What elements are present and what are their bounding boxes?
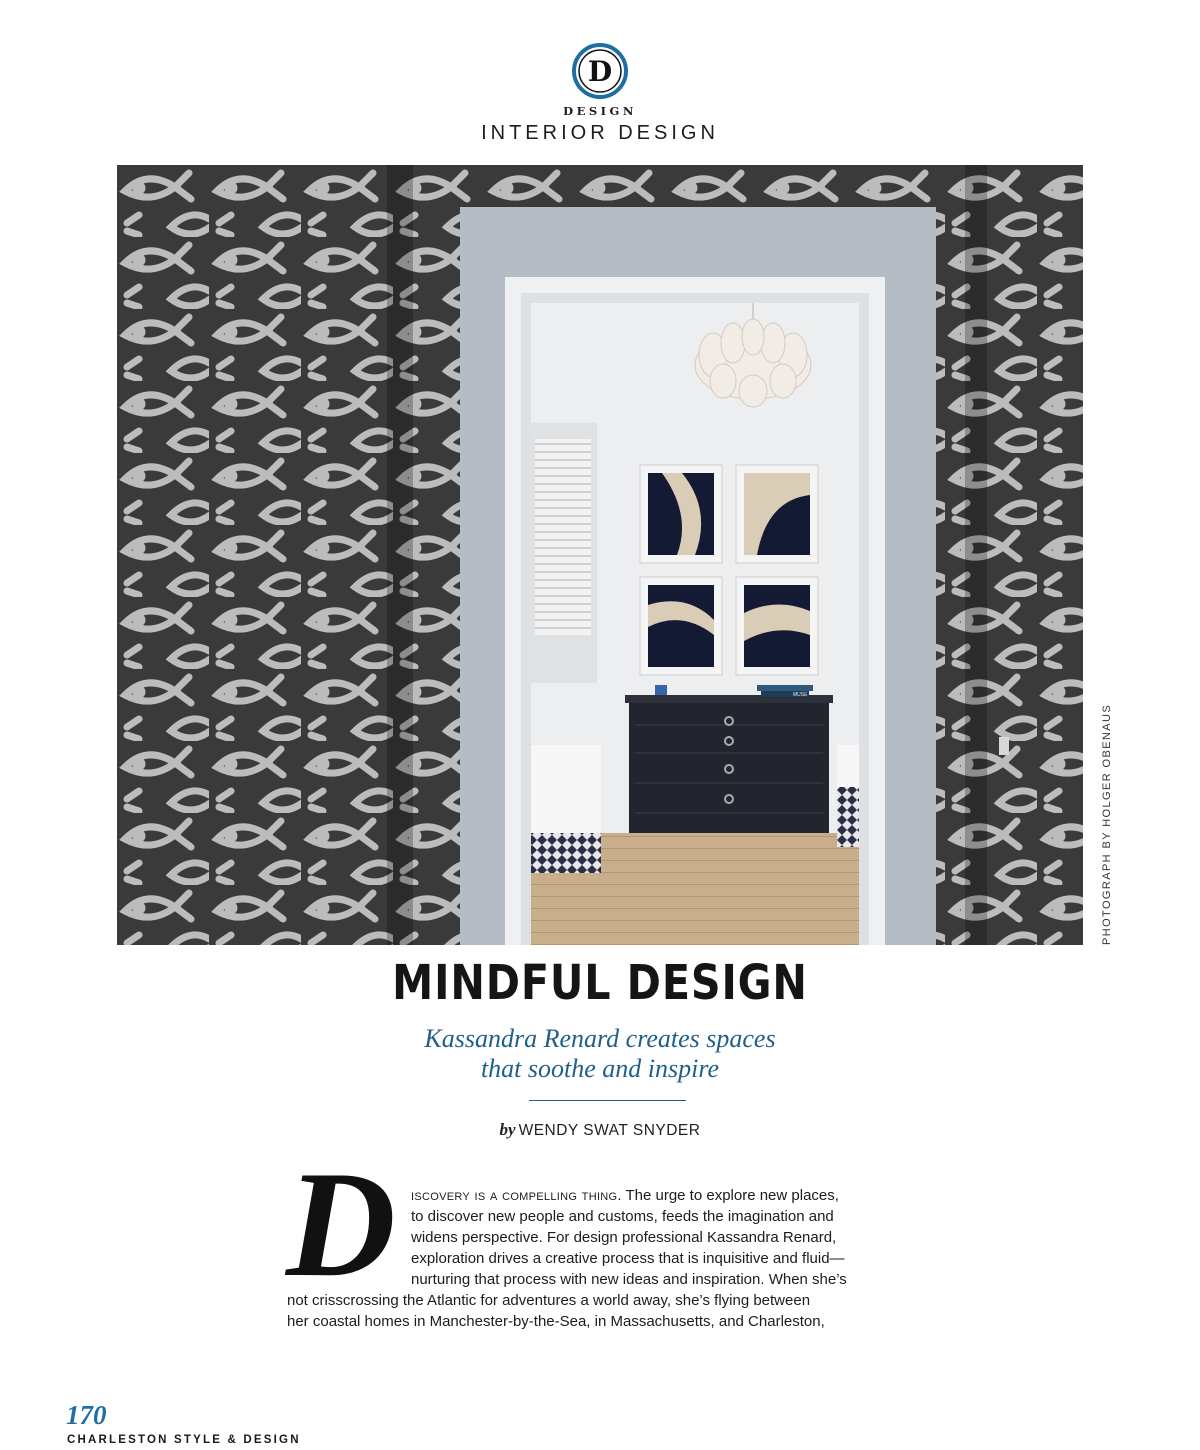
body-line-1-text: . The urge to explore new places, — [617, 1187, 839, 1204]
page-number: 170 — [66, 1400, 107, 1430]
section-kicker: DESIGN — [563, 104, 637, 118]
title-divider — [529, 1100, 686, 1101]
dek-line-2: that soothe and inspire — [480, 1054, 720, 1083]
dek-line-1: Kassandra Renard creates spaces — [424, 1024, 776, 1053]
body-line-3: widens perspective. For design professional Kassandra Renard, — [411, 1229, 837, 1246]
design-logo-icon — [571, 42, 629, 100]
body-line-6: not crisscrossing the Atlantic for adventures a world away, she’s flying between — [287, 1292, 811, 1309]
byline-prefix: by — [499, 1120, 516, 1139]
photo-credit: PHOTOGRAPH BY HOLGER OBENAUS — [1101, 703, 1113, 945]
body-line-2: to discover new people and customs, feeds the imagination and — [411, 1208, 834, 1225]
publication-name: CHARLESTON STYLE & DESIGN — [67, 1434, 301, 1446]
section-title: INTERIOR DESIGN — [481, 122, 719, 144]
byline — [0, 1120, 1200, 1140]
body-line-4: exploration drives a creative process that is inquisitive and fluid— — [411, 1250, 845, 1267]
body-line-5: nurturing that process with new ideas and inspiration. When she’s — [411, 1271, 847, 1288]
body-line-1 — [411, 1185, 839, 1206]
hero-photograph — [117, 165, 1083, 945]
logo-letter: D — [587, 55, 613, 88]
byline-author: WENDY SWAT SNYDER — [518, 1122, 701, 1139]
article-headline: MINDFUL DESIGN — [392, 955, 808, 1011]
article-dek — [300, 1024, 900, 1084]
lead-in: iscovery is a compelling thing — [411, 1187, 618, 1204]
drop-cap: D — [286, 1140, 396, 1308]
body-line-7: her coastal homes in Manchester-by-the-Sea, in Massachusetts, and Charleston, — [287, 1313, 825, 1330]
books-spine-label: MUSE — [793, 692, 808, 698]
